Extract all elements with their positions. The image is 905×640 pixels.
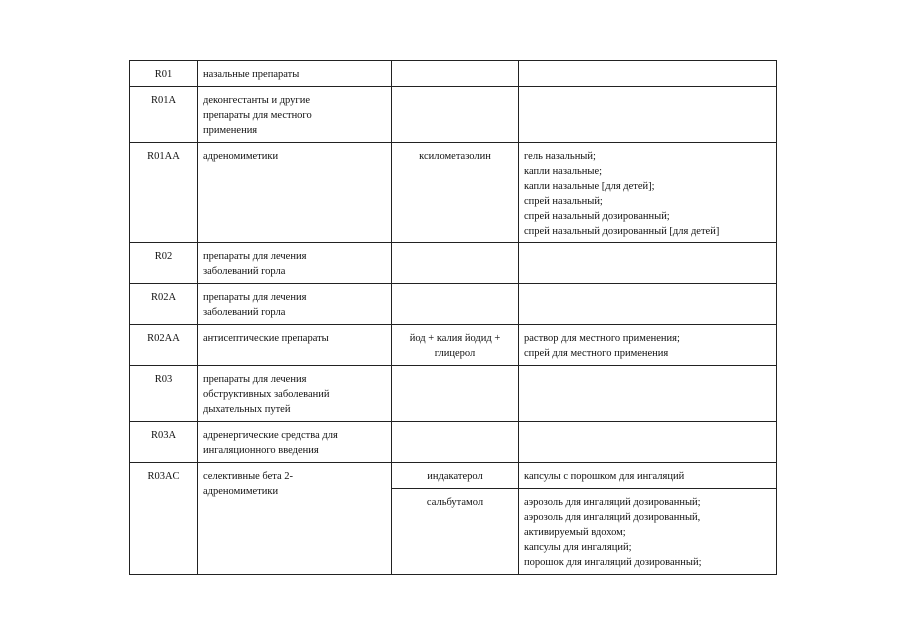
dosage-form: спрей назальный;: [524, 196, 603, 207]
inn-cell: [392, 325, 519, 366]
table-row: [130, 422, 777, 463]
group-name-line: применения: [203, 125, 258, 136]
group-name-line: дыхательных путей: [203, 404, 291, 415]
group-name-line: заболеваний горла: [203, 266, 286, 277]
group-name-line: обструктивных заболеваний: [203, 389, 330, 400]
dosage-forms-cell: [519, 87, 777, 143]
dosage-forms-cell: [519, 325, 777, 366]
atc-code: R01AA: [147, 151, 180, 162]
atc-drug-table: [129, 60, 777, 575]
inn-cell: [392, 422, 519, 463]
atc-code-cell: [130, 87, 198, 143]
dosage-form: активируемый вдохом;: [524, 527, 626, 538]
dosage-form: порошок для ингаляций дозированный;: [524, 557, 702, 568]
table-row: [130, 61, 777, 87]
atc-code: R03AC: [147, 471, 180, 482]
inn-name: йод + калия йодид +: [409, 333, 501, 344]
group-name-cell: [198, 463, 392, 575]
group-name-cell: [198, 366, 392, 422]
inn-cell: [392, 143, 519, 243]
dosage-form: спрей назальный дозированный;: [524, 211, 670, 222]
dosage-forms-cell: [519, 61, 777, 87]
dosage-forms-cell: [519, 489, 777, 575]
dosage-form: капсулы для ингаляций;: [524, 542, 632, 553]
group-name-cell: [198, 243, 392, 284]
group-name-cell: [198, 87, 392, 143]
atc-code-cell: [130, 463, 198, 575]
atc-code-cell: [130, 422, 198, 463]
group-name-line: адренергические средства для: [203, 430, 338, 441]
atc-code: R03A: [150, 430, 177, 441]
dosage-form: аэрозоль для ингаляций дозированный;: [524, 497, 701, 508]
table-row: [130, 243, 777, 284]
table-row: [130, 325, 777, 366]
atc-code: R02AA: [147, 333, 180, 344]
inn-cell: [392, 243, 519, 284]
group-name-line: препараты для местного: [203, 110, 312, 121]
atc-code: R02A: [150, 292, 177, 303]
group-name-cell: [198, 143, 392, 243]
dosage-form: спрей для местного применения: [524, 348, 669, 359]
dosage-form: раствор для местного применения;: [524, 333, 680, 344]
group-name-line: назальные препараты: [203, 69, 300, 80]
inn-cell: [392, 284, 519, 325]
inn-name: глицерол: [434, 348, 476, 359]
dosage-form: гель назальный;: [524, 151, 596, 162]
group-name-line: заболеваний горла: [203, 307, 286, 318]
inn-cell: [392, 463, 519, 489]
inn-name: ксилометазолин: [419, 151, 491, 162]
group-name-cell: [198, 325, 392, 366]
table-row: [130, 87, 777, 143]
dosage-forms-cell: [519, 463, 777, 489]
table-row: [130, 284, 777, 325]
dosage-form: аэрозоль для ингаляций дозированный,: [524, 512, 701, 523]
dosage-form: капли назальные;: [524, 166, 603, 177]
table-row: [130, 143, 777, 243]
group-name-line: деконгестанты и другие: [203, 95, 310, 106]
group-name-line: адреномиметики: [203, 151, 279, 162]
inn-cell: [392, 61, 519, 87]
group-name-line: ингаляционного введения: [203, 445, 319, 456]
dosage-form: капсулы с порошком для ингаляций: [524, 471, 685, 482]
inn-cell: [392, 366, 519, 422]
atc-code-cell: [130, 143, 198, 243]
group-name-line: препараты для лечения: [203, 251, 307, 262]
group-name-line: адреномиметики: [203, 486, 279, 497]
atc-code-cell: [130, 284, 198, 325]
dosage-form: капли назальные [для детей];: [524, 181, 655, 192]
atc-code: R01A: [150, 95, 177, 106]
group-name-line: препараты для лечения: [203, 292, 307, 303]
table-row: [130, 366, 777, 422]
atc-code: R01: [154, 69, 173, 80]
group-name-line: препараты для лечения: [203, 374, 307, 385]
atc-code: R03: [154, 374, 173, 385]
inn-name: индакатерол: [427, 471, 483, 482]
dosage-forms-cell: [519, 366, 777, 422]
atc-code-cell: [130, 325, 198, 366]
group-name-line: антисептические препараты: [203, 333, 329, 344]
atc-code: R02: [154, 251, 173, 262]
inn-cell: [392, 87, 519, 143]
dosage-forms-cell: [519, 422, 777, 463]
inn-name: сальбутамол: [426, 497, 484, 508]
group-name-cell: [198, 422, 392, 463]
dosage-forms-cell: [519, 284, 777, 325]
dosage-forms-cell: [519, 143, 777, 243]
group-name-cell: [198, 61, 392, 87]
group-name-cell: [198, 284, 392, 325]
atc-code-cell: [130, 61, 198, 87]
table-row: [130, 463, 777, 489]
atc-code-cell: [130, 243, 198, 284]
atc-code-cell: [130, 366, 198, 422]
group-name-line: селективные бета 2-: [203, 471, 294, 482]
dosage-forms-cell: [519, 243, 777, 284]
inn-cell: [392, 489, 519, 575]
dosage-form: спрей назальный дозированный [для детей]: [524, 226, 720, 237]
